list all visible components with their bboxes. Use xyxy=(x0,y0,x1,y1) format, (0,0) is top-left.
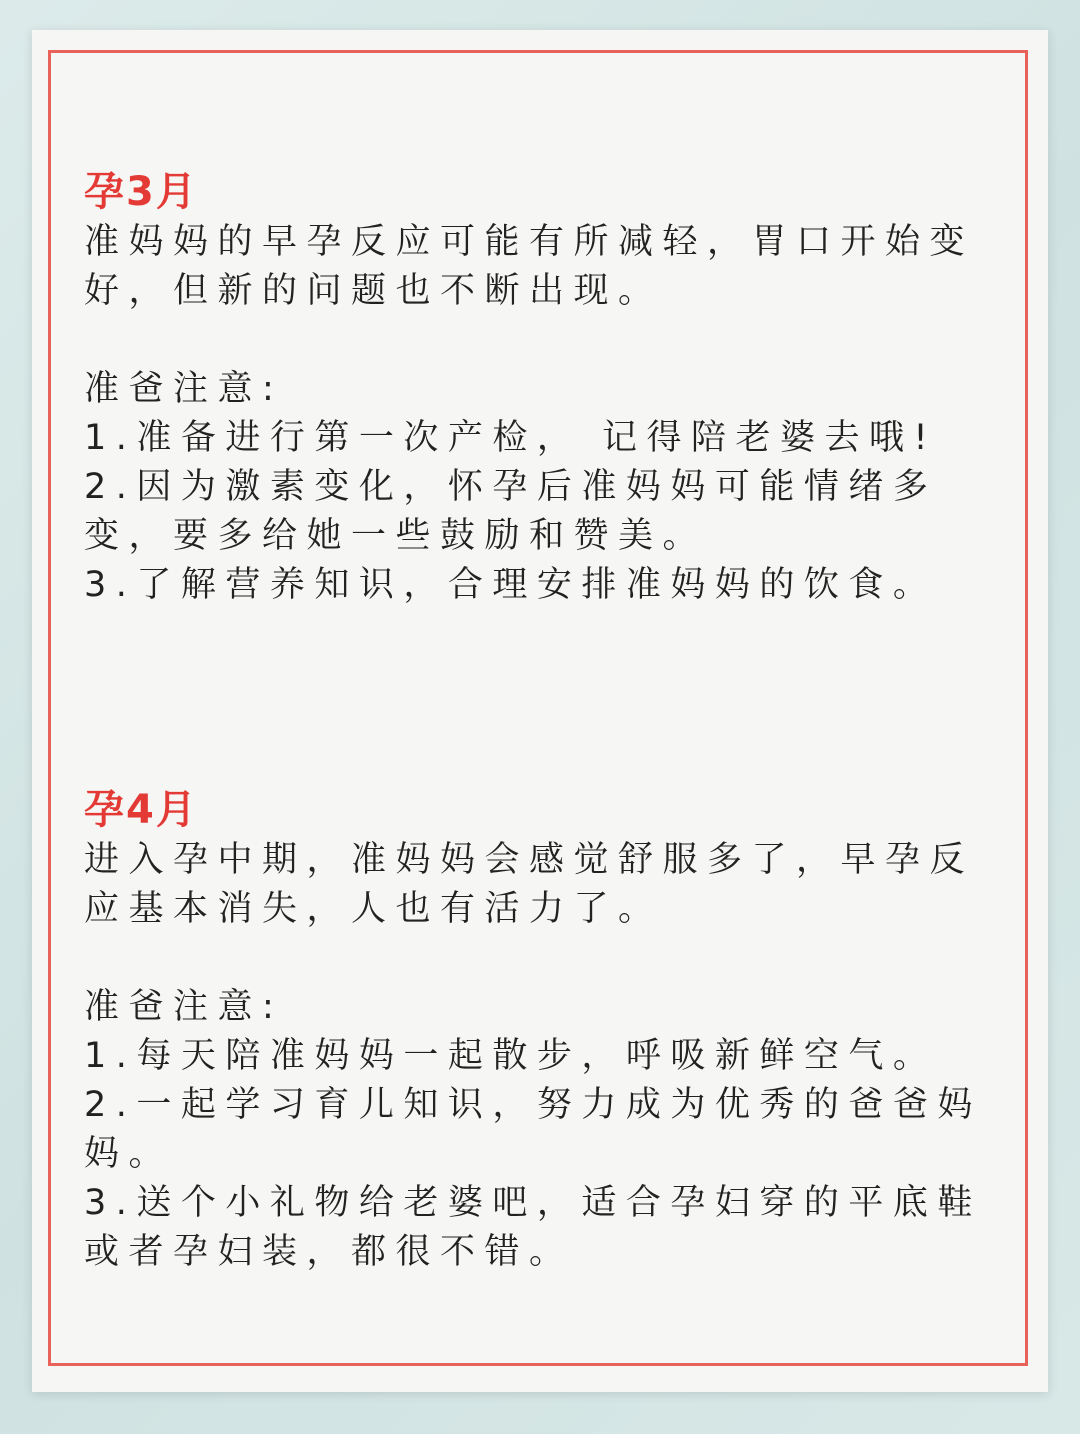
paragraph-gap xyxy=(84,934,1014,983)
tip-item: 3.了解营养知识，合理安排准妈妈的饮食。 xyxy=(84,565,938,605)
tip-item: 3.送个小礼物给老婆吧，适合孕妇穿的平底鞋或者孕妇装，都很不错。 xyxy=(84,1183,982,1272)
tip-item: 2.一起学习育儿知识，努力成为优秀的爸爸妈妈。 xyxy=(84,1085,982,1174)
section-title: 孕4月 xyxy=(84,787,198,833)
note-content xyxy=(84,168,1014,1277)
section-title: 孕3月 xyxy=(84,169,198,215)
section-description: 准妈妈的早孕反应可能有所减轻，胃口开始变好，但新的问题也不断出现。 xyxy=(84,222,975,311)
tip-item: 2.因为激素变化，怀孕后准妈妈可能情绪多变，要多给她一些鼓励和赞美。 xyxy=(84,467,938,556)
note-card xyxy=(32,30,1048,1392)
tips-heading: 准爸注意: xyxy=(84,987,284,1027)
section-gap xyxy=(84,610,1014,786)
paragraph-gap xyxy=(84,316,1014,365)
section-description: 进入孕中期，准妈妈会感觉舒服多了，早孕反应基本消失，人也有活力了。 xyxy=(84,840,975,929)
tip-item: 1.准备进行第一次产检， 记得陪老婆去哦! xyxy=(84,418,938,458)
tip-item: 1.每天陪准妈妈一起散步，呼吸新鲜空气。 xyxy=(84,1036,938,1076)
section-month-4 xyxy=(84,786,1014,1277)
section-month-3 xyxy=(84,168,1014,610)
tips-heading: 准爸注意: xyxy=(84,369,284,409)
